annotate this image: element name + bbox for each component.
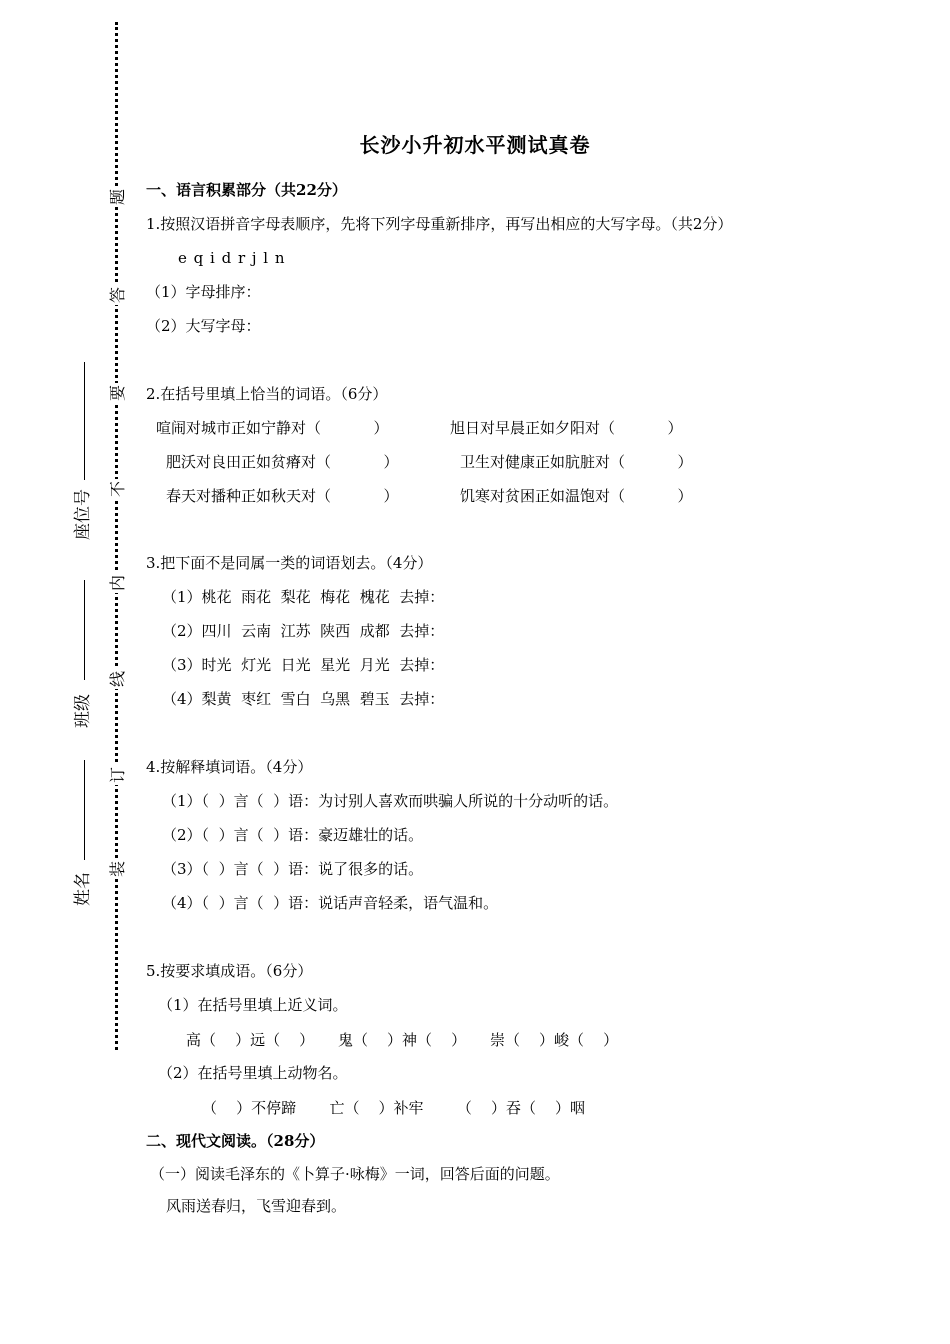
seat-number-label: 座位号 (73, 489, 93, 540)
seal-char-yao: 要 (108, 385, 127, 402)
q5-sub2: （2）在括号里填上动物名。 (158, 1064, 348, 1082)
q1-letters: e q i d r j l n (178, 249, 286, 267)
q4-item-3: （3）（ ）言（ ）语：说了很多的话。 (162, 860, 424, 878)
q2-row3-left: 春天对播种正如秋天对（ ） (166, 487, 399, 505)
q3-prompt: 3.把下面不是同属一类的词语划去。（4分） (146, 554, 433, 572)
q3-item-4: （4）梨黄 枣红 雪白 乌黑 碧玉 去掉： (162, 690, 445, 708)
q5-sub1: （1）在括号里填上近义词。 (158, 996, 348, 1014)
q2-row2-right: 卫生对健康正如肮脏对（ ） (460, 453, 693, 471)
poem-line-1: 风雨送春归，飞雪迎春到。 (166, 1197, 347, 1215)
seal-char-ding: 订 (108, 767, 127, 784)
q4-item-4: （4）（ ）言（ ）语：说话声音轻柔，语气温和。 (162, 894, 499, 912)
q2-row1-right: 旭日对早晨正如夕阳对（ ） (450, 419, 683, 437)
seal-char-nei: 内 (108, 575, 127, 592)
section1-heading: 一、语言积累部分（共22分） (146, 181, 347, 199)
q2-row2-left: 肥沃对良田正如贫瘠对（ ） (166, 453, 399, 471)
section2-intro: （一）阅读毛泽东的《卜算子·咏梅》一词，回答后面的问题。 (150, 1165, 560, 1183)
q3-item-2: （2）四川 云南 江苏 陕西 成都 去掉： (162, 622, 445, 640)
name-label: 姓名 (73, 872, 93, 906)
q5-prompt: 5.按要求填成语。（6分） (146, 962, 313, 980)
section2-heading: 二、现代文阅读。（28分） (146, 1132, 325, 1150)
class-label: 班级 (73, 694, 93, 728)
seal-char-da: 答 (108, 287, 127, 304)
q2-row3-right: 饥寒对贫困正如温饱对（ ） (460, 487, 693, 505)
q3-item-3: （3）时光 灯光 日光 星光 月光 去掉： (162, 656, 445, 674)
q2-row1-left: 喧闹对城市正如宁静对（ ） (156, 419, 389, 437)
q4-item-1: （1）（ ）言（ ）语：为讨别人喜欢而哄骗人所说的十分动听的话。 (162, 792, 619, 810)
page-title: 长沙小升初水平测试真卷 (359, 133, 591, 157)
q5-sub2-line: （ ）不停蹄 亡（ ）补牢 （ ）吞（ ）咽 (202, 1099, 586, 1117)
seal-char-bu: 不 (108, 481, 127, 498)
seal-char-zhuang: 装 (108, 861, 127, 878)
q1-prompt: 1.按照汉语拼音字母表顺序，先将下列字母重新排序，再写出相应的大写字母。（共2分） (146, 215, 733, 233)
seal-char-ti: 题 (108, 189, 127, 206)
q4-prompt: 4.按解释填词语。（4分） (146, 758, 313, 776)
q5-sub1-line: 高（ ）远（ ） 鬼（ ）神（ ） 崇（ ）峻（ ） (186, 1031, 619, 1049)
q1-sub2: （2）大写字母： (146, 317, 261, 335)
q3-item-1: （1）桃花 雨花 梨花 梅花 槐花 去掉： (162, 588, 445, 606)
seal-char-xian: 线 (108, 671, 127, 688)
q4-item-2: （2）（ ）言（ ）语：豪迈雄壮的话。 (162, 826, 424, 844)
q2-prompt: 2.在括号里填上恰当的词语。（6分） (146, 385, 388, 403)
q1-sub1: （1）字母排序： (146, 283, 261, 301)
